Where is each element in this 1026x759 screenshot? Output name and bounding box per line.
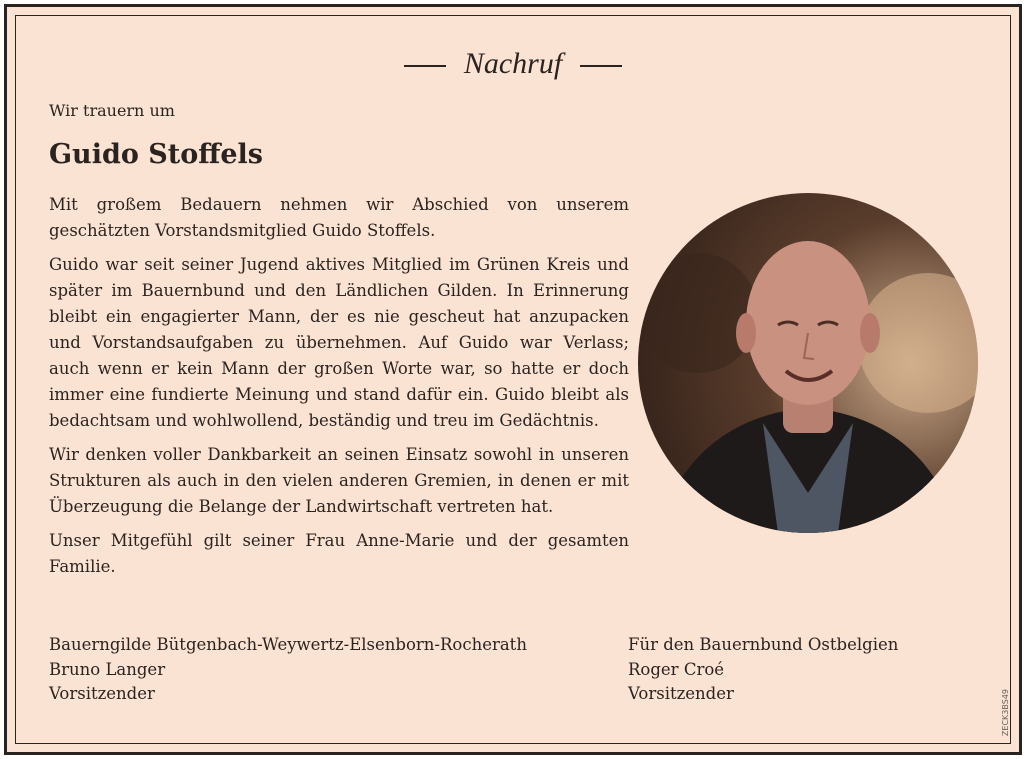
portrait-illustration	[638, 193, 978, 533]
obituary-frame	[4, 4, 1022, 755]
signature-org: Für den Bauernbund Ostbelgien	[628, 635, 899, 654]
heading-text: Nachruf	[463, 47, 563, 80]
heading-dash-right	[580, 65, 622, 67]
signature-person: Bruno Langer	[49, 659, 166, 679]
signature-role: Vorsitzender	[49, 684, 155, 703]
signature-org: Bauerngilde Bütgenbach-Weywertz-Elsenborn-Rocherath	[49, 635, 527, 654]
paragraph: Mit großem Bedauern nehmen wir Abschied von unserem geschätzten Vorstandsmitglied Guido Stoffels.	[49, 195, 629, 240]
portrait-photo	[638, 193, 978, 533]
signature-role: Vorsitzender	[628, 684, 734, 703]
heading-dash-left	[404, 65, 446, 67]
paragraph: Unser Mitgefühl gilt seiner Frau Anne-Marie und der gesamten Familie.	[49, 531, 629, 576]
obituary-body	[49, 192, 629, 588]
paragraph: Wir denken voller Dankbarkeit an seinen Einsatz sowohl in unseren Strukturen als auch in den vielen anderen Gremien, in denen er mit Überzeugung die Belange der Landwirtschaft vertreten hat.	[49, 445, 629, 516]
obituary-heading	[7, 47, 1019, 81]
signature-left	[49, 633, 527, 707]
signature-person: Roger Croé	[628, 659, 725, 679]
deceased-name: Guido Stoffels	[49, 139, 264, 170]
paragraph: Guido war seit seiner Jugend aktives Mitglied im Grünen Kreis und später im Bauernbund und den Ländlichen Gilden. In Erinnerung bleibt ein engagierter Mann, der es nie gescheut hat anzupacken und Vorstandsaufgaben zu übernehmen. Auf Guido war Verlass; auch wenn er kein Mann der großen Worte war, so hatte er doch immer eine fundierte Meinung und stand dafür ein. Guido bleibt als bedachtsam und wohlwollend, beständig und treu im Gedächtnis.	[49, 255, 629, 430]
signature-right	[628, 633, 898, 707]
intro-text: Wir trauern um	[49, 101, 175, 120]
ad-code: ZECK3BS49	[1001, 688, 1010, 736]
